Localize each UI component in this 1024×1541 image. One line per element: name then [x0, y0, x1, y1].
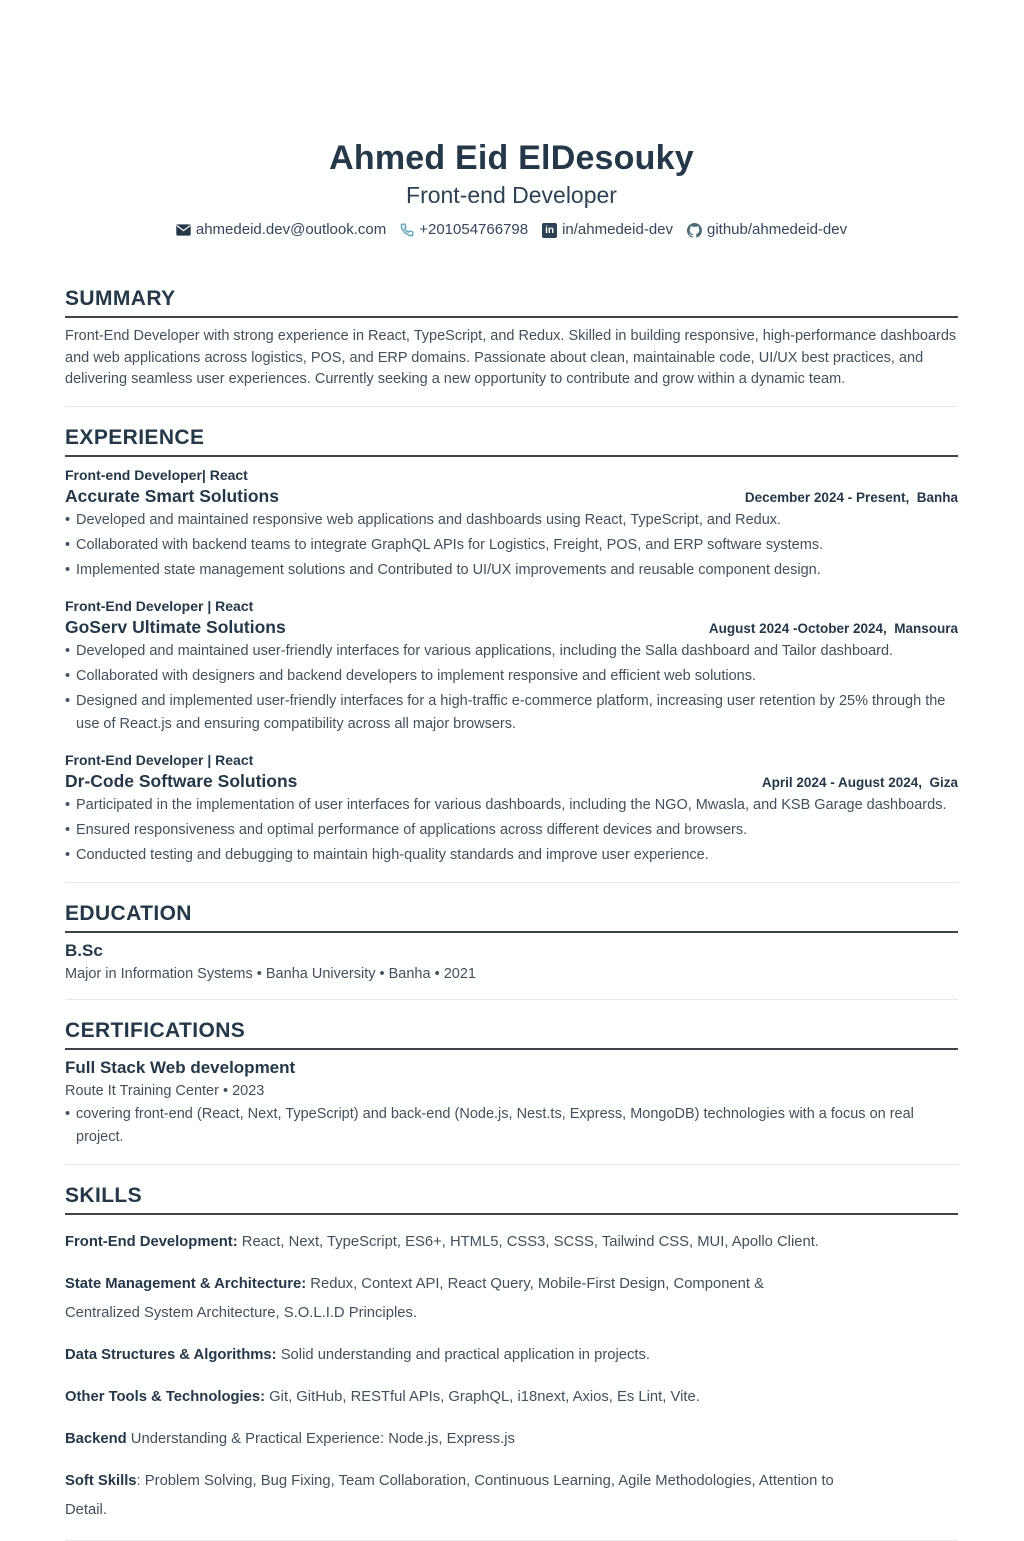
section-education — [65, 901, 958, 984]
skill-soft-skills — [65, 1467, 840, 1525]
job-company-row — [65, 770, 958, 792]
section-divider — [65, 999, 958, 1000]
job-goserv-ultimate-solutions — [65, 597, 958, 736]
skill-text: Redux, Context API, React Query, Mobile-First Design, Component & Centralized System Architecture, S.O.L.I.D Principles. — [65, 1275, 764, 1321]
skill-text: Git, GitHub, RESTful APIs, GraphQL, i18next, Axios, Es Lint, Vite. — [265, 1388, 700, 1405]
skill-label: Soft Skills — [65, 1472, 137, 1489]
job-bullet: • Participated in the implementation of user interfaces for various dashboards, including the NGO, Mwasla, and KSB Garage dashboards. — [65, 794, 958, 817]
job-role: Front-End Developer | React — [65, 597, 254, 614]
linkedin-icon: in — [542, 223, 557, 238]
phone-icon — [400, 223, 414, 237]
section-divider — [65, 406, 958, 407]
job-bullet: • Ensured responsiveness and optimal performance of applications across different devices and browsers. — [65, 819, 958, 842]
skill-text: Understanding & Practical Experience: Node.js, Express.js — [126, 1430, 515, 1447]
skill-data-structures — [65, 1341, 840, 1370]
linkedin-text: in/ahmedeid-dev — [562, 221, 673, 238]
section-title-experience: EXPERIENCE — [65, 425, 958, 457]
skill-label: State Management & Architecture: — [65, 1275, 307, 1292]
email-icon — [176, 224, 191, 236]
section-experience — [65, 425, 958, 867]
skill-backend — [65, 1425, 840, 1454]
skill-label: Data Structures & Algorithms: — [65, 1346, 277, 1363]
section-divider — [65, 882, 958, 883]
candidate-title: Front-end Developer — [406, 182, 617, 208]
job-bullet: • Designed and implemented user-friendly interfaces for a high-traffic e-commerce platform, increasing user retention by 25% through the use of React.js and ensuring compatibility across all major browsers. — [65, 690, 958, 736]
resume-page — [0, 138, 1024, 1530]
job-bullet: • Collaborated with backend teams to integrate GraphQL APIs for Logistics, Freight, POS, and ERP software systems. — [65, 534, 958, 557]
section-skills — [65, 1183, 958, 1525]
job-date-location: August 2024 -October 2024, Mansoura — [708, 620, 958, 636]
degree-name: B.Sc — [65, 940, 103, 960]
job-date-location: December 2024 - Present, Banha — [744, 489, 958, 505]
job-dr-code-software-solutions — [65, 751, 958, 867]
skill-state-management — [65, 1270, 840, 1328]
job-role: Front-End Developer | React — [65, 751, 254, 768]
job-company: Accurate Smart Solutions — [65, 485, 279, 506]
certification-bullet: • covering front-end (React, Next, TypeScript) and back-end (Node.js, Nest.ts, Express, MongoDB) technologies with a focus on real project. — [65, 1103, 958, 1149]
phone-link[interactable] — [400, 218, 528, 242]
certification-org: Route It Training Center • 2023 — [65, 1082, 265, 1099]
job-role: Front-end Developer| React — [65, 466, 248, 483]
job-company-row — [65, 485, 958, 507]
github-link[interactable] — [687, 218, 847, 242]
skill-text: Solid understanding and practical application in projects. — [276, 1346, 651, 1363]
skill-text: React, Next, TypeScript, ES6+, HTML5, CSS3, SCSS, Tailwind CSS, MUI, Apollo Client. — [237, 1233, 819, 1250]
job-bullet: • Developed and maintained responsive web applications and dashboards using React, TypeScript, and Redux. — [65, 509, 958, 532]
phone-text: +201054766798 — [419, 221, 529, 238]
github-text: github/ahmedeid-dev — [707, 221, 848, 238]
email-link[interactable] — [176, 218, 386, 242]
skill-text: : Problem Solving, Bug Fixing, Team Collaboration, Continuous Learning, Agile Methodologies, Attention to Detail. — [65, 1472, 834, 1518]
skill-label: Front-End Development: — [65, 1233, 238, 1250]
section-title-education: EDUCATION — [65, 901, 958, 933]
section-certifications — [65, 1018, 958, 1149]
job-bullet: • Conducted testing and debugging to maintain high-quality standards and improve user experience. — [65, 844, 958, 867]
job-company: Dr-Code Software Solutions — [65, 770, 298, 791]
job-company-row — [65, 616, 958, 638]
section-title-certifications: CERTIFICATIONS — [65, 1018, 958, 1050]
linkedin-link[interactable] — [542, 218, 673, 242]
section-summary — [65, 286, 958, 391]
github-icon — [687, 223, 702, 238]
skill-frontend-development — [65, 1228, 840, 1257]
job-bullet: • Developed and maintained user-friendly interfaces for various applications, including the Salla dashboard and Tailor dashboard. — [65, 640, 958, 663]
job-bullet: • Collaborated with designers and backend developers to implement responsive and efficient web solutions. — [65, 665, 958, 688]
contact-row — [65, 218, 958, 242]
job-company: GoServ Ultimate Solutions — [65, 616, 286, 637]
job-bullet: • Implemented state management solutions and Contributed to UI/UX improvements and reusable component design. — [65, 559, 958, 582]
certification-name: Full Stack Web development — [65, 1057, 296, 1077]
section-divider — [65, 1540, 958, 1541]
skill-other-tools — [65, 1383, 840, 1412]
section-title-summary: SUMMARY — [65, 286, 958, 318]
candidate-name: Ahmed Eid ElDesouky — [329, 139, 694, 177]
job-accurate-smart-solutions — [65, 466, 958, 582]
degree-details: Major in Information Systems • Banha University • Banha • 2021 — [65, 965, 476, 982]
email-text: ahmedeid.dev@outlook.com — [195, 221, 387, 238]
resume-header — [65, 138, 958, 242]
section-divider — [65, 1164, 958, 1165]
skill-label: Other Tools & Technologies: — [65, 1388, 266, 1405]
summary-text: Front-End Developer with strong experience in React, TypeScript, and Redux. Skilled in building responsive, high-performance dashboards and web applications across logistics, POS, and ERP domains. Passionate about clean, maintainable code, UI/UX best practices, and delivering seamless user experiences. Currently seeking a new opportunity to contribute and grow within a dynamic team. — [65, 328, 957, 387]
job-date-location: April 2024 - August 2024, Giza — [761, 774, 958, 790]
section-title-skills: SKILLS — [65, 1183, 958, 1215]
skill-label: Backend — [65, 1430, 127, 1447]
